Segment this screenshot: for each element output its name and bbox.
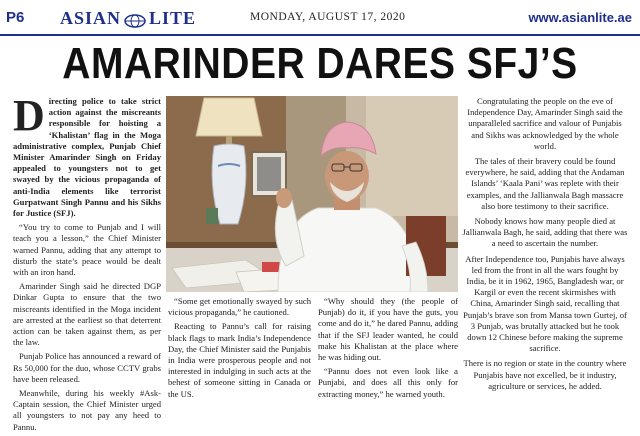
paragraph: Reacting to Pannu’s call for raising black flags to mark India’s Independence Day, the Chief Minister said the Punjabis in India were prosperous people and not interested in indulging in such acts at the behest of someone sitting in Canada or the US. bbox=[168, 321, 311, 399]
masthead-rule bbox=[0, 34, 640, 36]
article-column-1 bbox=[13, 91, 161, 436]
paragraph: After Independence too, Punjabis have always led from the front in all the wars fought by India, be it in 1962, 1965, Bangladesh war, or Kargil or even the recent skirmishes with China, Amarinder Singh said, recalling that Punjab’s brave son from Mansa town Gurtej, of 3 Punjab, was brutally attacked but he took down 12 Chinese before making the supreme sacrifice. bbox=[463, 253, 627, 354]
lede-text: irecting police to take strict action against the miscreants responsible for hoisting a ‘Khalistan’ flag in the Moga administrative complex, Punjab Chief Minister Amarinder Singh on Friday appealed to youngsters not to get swayed by the vicious propaganda of anti-India elements like terrorist Gurpatwant Singh Pannu and his Sikhs for Justice (SFJ). bbox=[13, 96, 161, 219]
article-photo bbox=[166, 96, 458, 292]
publication-logo bbox=[60, 8, 196, 29]
page-number: P6 bbox=[6, 9, 25, 26]
paragraph: “Some get emotionally swayed by such vicious propaganda,” he cautioned. bbox=[168, 296, 311, 318]
dropcap: D bbox=[13, 91, 45, 140]
article-column-2 bbox=[168, 296, 311, 403]
article-column-4 bbox=[462, 96, 628, 396]
logo-text-right: LITE bbox=[149, 8, 197, 28]
globe-icon bbox=[124, 12, 146, 26]
paragraph: “You try to come to Punjab and I will teach you a lesson,” the Chief Minister warned Pannu, adding that any attempt to disturb the state’s peace would be dealt with an iron hand. bbox=[13, 222, 161, 278]
paragraph: The tales of their bravery could be found everywhere, he said, adding that the Andaman Islands’ ‘Kaala Pani’ was replete with their examples, and the Jallianwala Bagh massacre also bore testimony to their sacrifice. bbox=[465, 156, 625, 211]
website-link[interactable]: www.asianlite.ae bbox=[528, 10, 632, 25]
issue-date: MONDAY, AUGUST 17, 2020 bbox=[250, 11, 406, 23]
paragraph: Meanwhile, during his weekly #Ask-Captain session, the Chief Minister urged all youngsters to not pay any heed to Pannu. bbox=[13, 388, 161, 432]
article-headline: AMARINDER DARES SFJ’S bbox=[62, 40, 578, 89]
paragraph: “Pannu does not even look like a Punjabi, and does all this only for extracting money,” he warned youth. bbox=[318, 366, 458, 399]
paragraph: Amarinder Singh said he directed DGP Dinkar Gupta to ensure that the two miscreants identified in the Moga incident are arrested at the earliest so that deterrent action can be taken against them, as per the law. bbox=[13, 281, 161, 348]
paragraph: Nobody knows how many people died at Jallianwala Bagh, he said, adding that there was a need to ascertain the number. bbox=[462, 216, 628, 249]
paragraph: “Why should they (the people of Punjab) do it, if you have the guts, you come and do it,” he dared Pannu, adding that if the SFJ leader wanted, he could make his Khalistan at the place where he was hiding out. bbox=[318, 296, 458, 363]
paragraph: Congratulating the people on the eve of Independence Day, Amarinder Singh said the unparalleled sacrifice and valour of Punjabis and Sikhs was acknowledged by the whole world. bbox=[467, 96, 623, 151]
article-column-3 bbox=[318, 296, 458, 403]
paragraph: There is no region or state in the country where Punjabis have not excelled, be it industry, agriculture or services, he added. bbox=[463, 358, 627, 391]
logo-text-left: ASIAN bbox=[60, 8, 122, 28]
paragraph: Punjab Police has announced a reward of Rs 50,000 for the duo, whose CCTV grabs have been released. bbox=[13, 351, 161, 384]
masthead bbox=[0, 0, 640, 36]
article-lede bbox=[13, 91, 161, 219]
